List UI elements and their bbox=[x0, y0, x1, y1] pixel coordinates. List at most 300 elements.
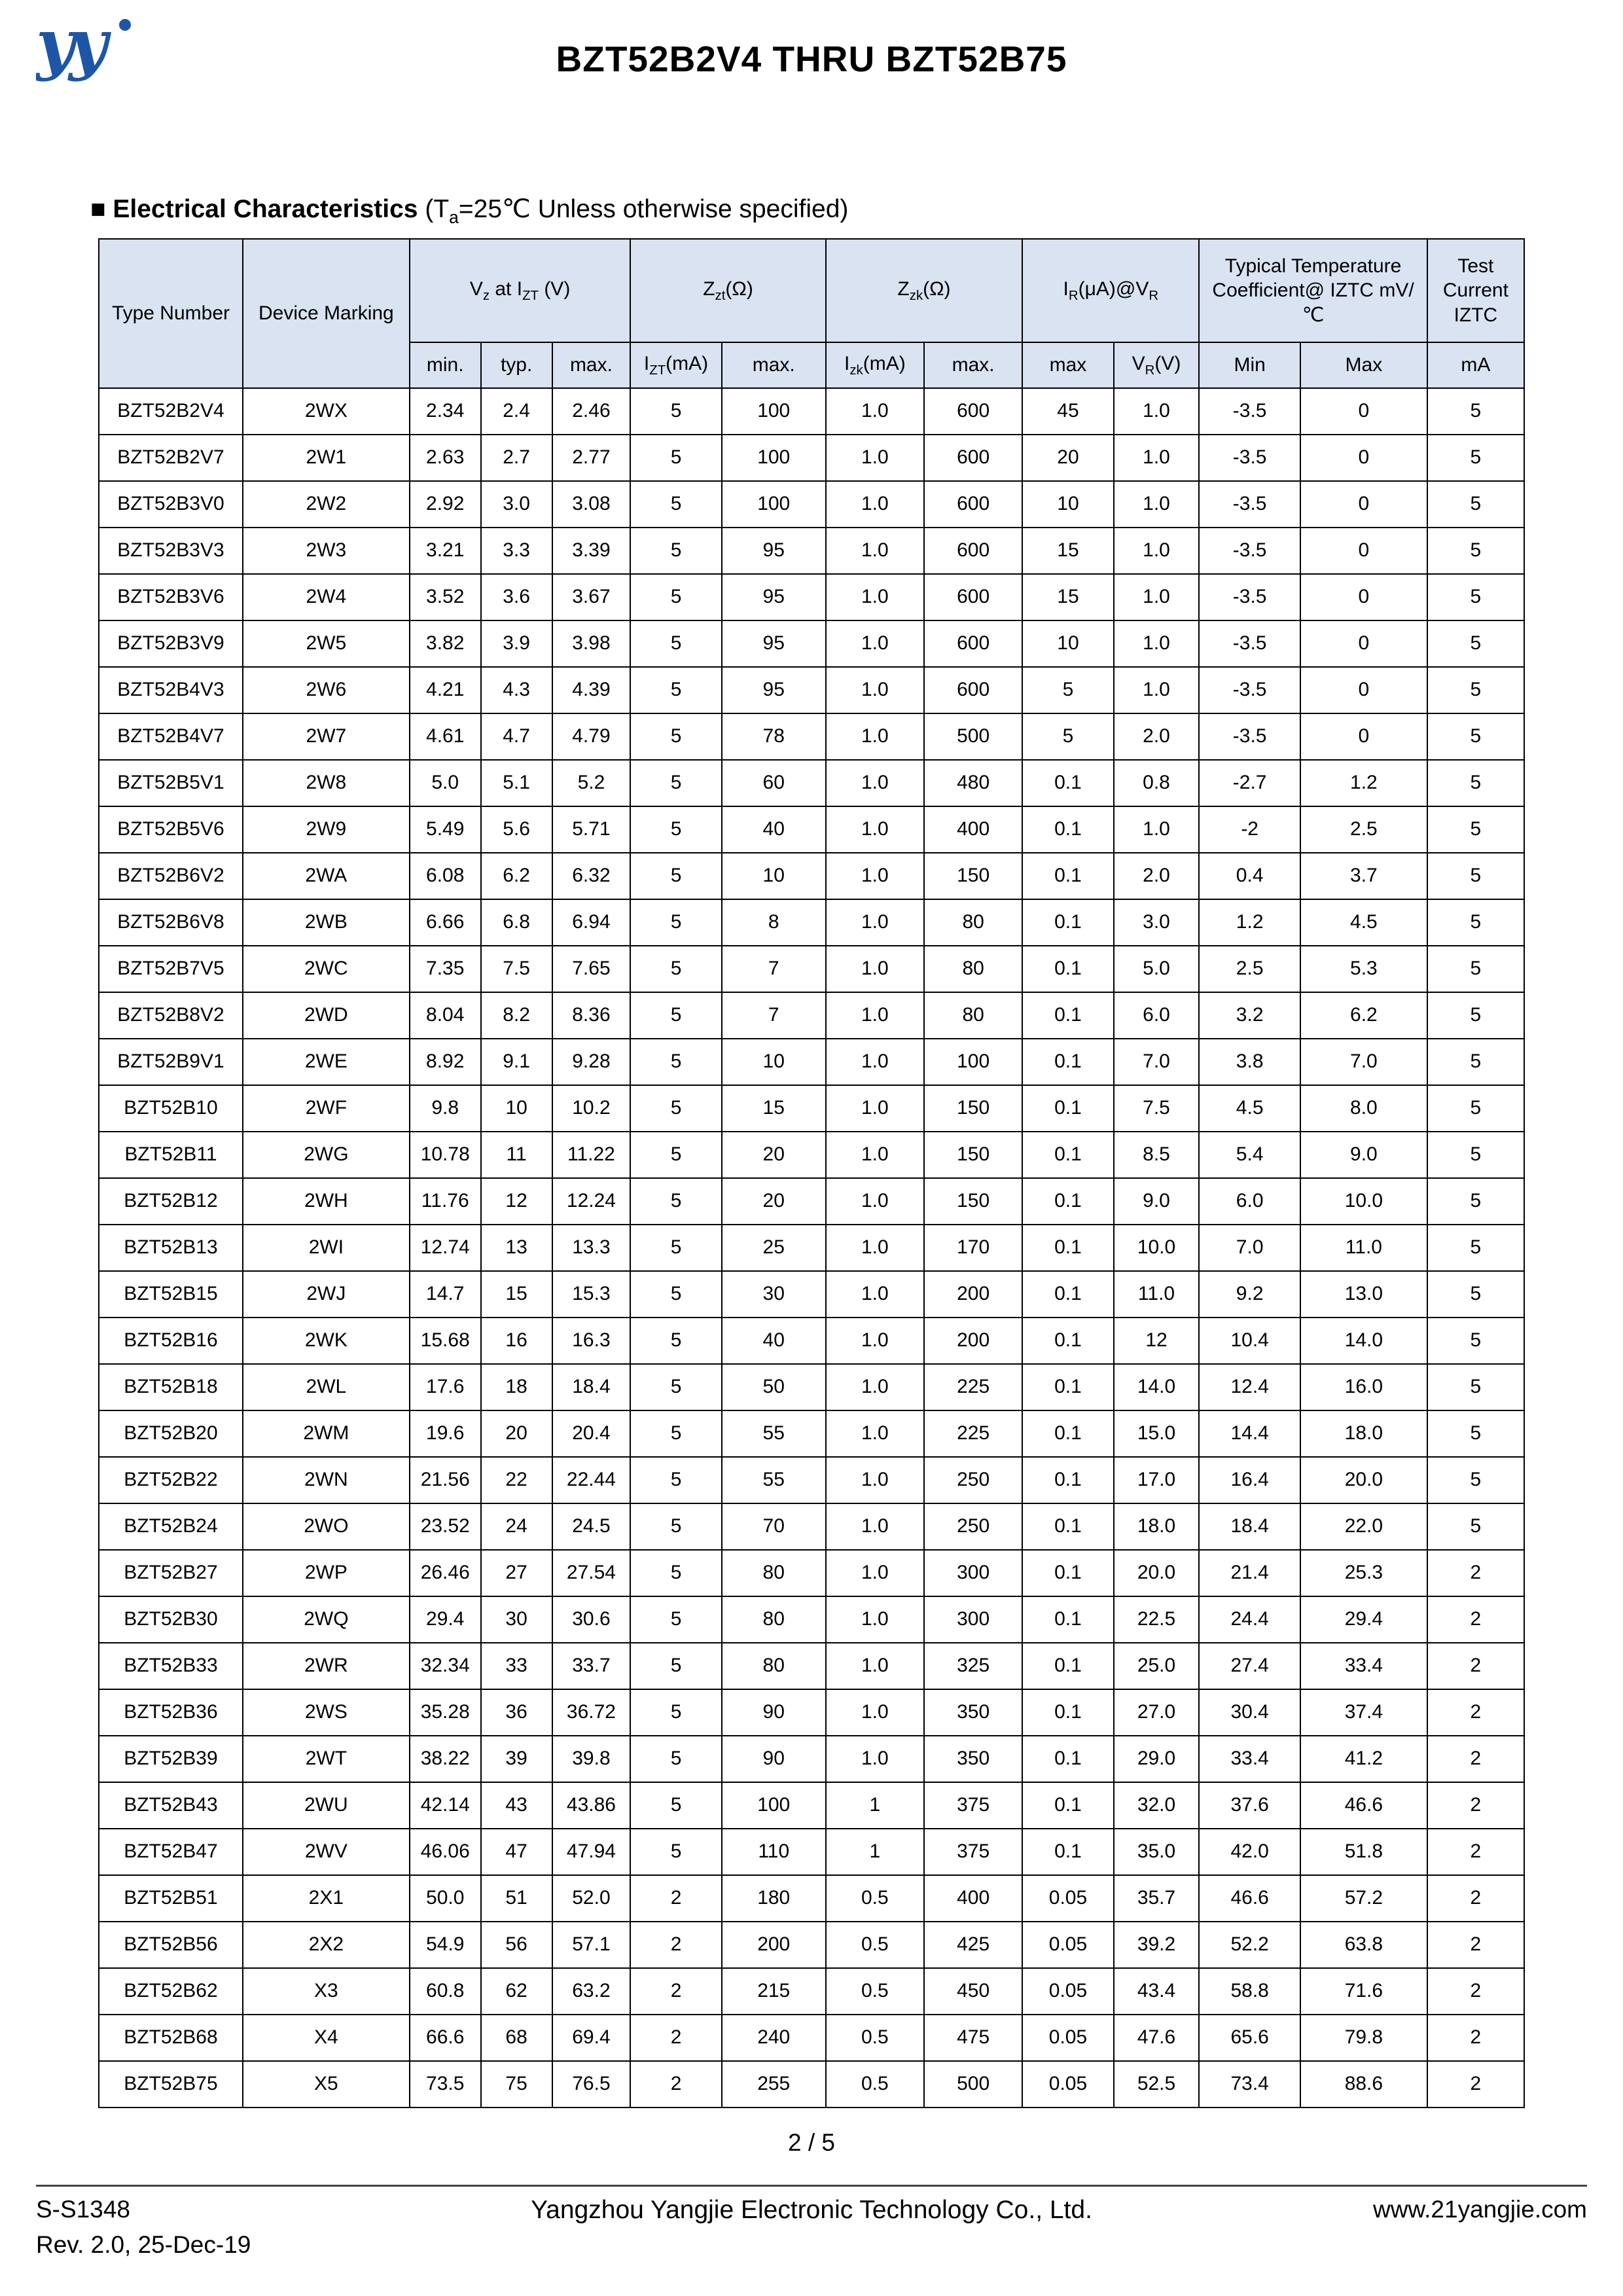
table-row bbox=[99, 1318, 1524, 1364]
value-cell: 4.61 bbox=[410, 713, 481, 760]
value-cell: 5.0 bbox=[1114, 946, 1200, 992]
type-number-cell: BZT52B5V6 bbox=[99, 806, 243, 853]
value-cell: 80 bbox=[924, 899, 1022, 946]
value-cell: 63.2 bbox=[552, 1968, 631, 2015]
value-cell: 170 bbox=[924, 1225, 1022, 1271]
device-marking-cell: 2W9 bbox=[243, 806, 410, 853]
value-cell: 5 bbox=[1427, 435, 1524, 481]
value-cell: 5 bbox=[1427, 1132, 1524, 1178]
value-cell: 100 bbox=[722, 388, 826, 435]
value-cell: 80 bbox=[722, 1643, 826, 1689]
table-row bbox=[99, 1596, 1524, 1643]
value-cell: 475 bbox=[924, 2015, 1022, 2061]
value-cell: 29.4 bbox=[410, 1596, 481, 1643]
value-cell: 70 bbox=[722, 1503, 826, 1550]
type-number-cell: BZT52B24 bbox=[99, 1503, 243, 1550]
value-cell: 300 bbox=[924, 1596, 1022, 1643]
device-marking-cell: 2W4 bbox=[243, 574, 410, 620]
value-cell: 11 bbox=[481, 1132, 552, 1178]
value-cell: 0.1 bbox=[1022, 1782, 1113, 1829]
value-cell: 24.4 bbox=[1199, 1596, 1300, 1643]
value-cell: 12.4 bbox=[1199, 1364, 1300, 1410]
value-cell: 5 bbox=[1427, 946, 1524, 992]
value-cell: 0.1 bbox=[1022, 899, 1113, 946]
value-cell: 5 bbox=[1427, 1503, 1524, 1550]
value-cell: 20 bbox=[722, 1178, 826, 1225]
value-cell: 2 bbox=[1427, 1922, 1524, 1968]
value-cell: 3.9 bbox=[481, 620, 552, 667]
value-cell: 1.0 bbox=[826, 667, 924, 713]
value-cell: 90 bbox=[722, 1689, 826, 1736]
company-name: Yangzhou Yangjie Electronic Technology Co., Ltd. bbox=[531, 2196, 1092, 2224]
value-cell: 3.0 bbox=[481, 481, 552, 528]
value-cell: 2 bbox=[1427, 1782, 1524, 1829]
value-cell: 39 bbox=[481, 1736, 552, 1782]
table-row bbox=[99, 899, 1524, 946]
value-cell: 5 bbox=[1427, 992, 1524, 1039]
value-cell: 400 bbox=[924, 1875, 1022, 1922]
value-cell: 7.35 bbox=[410, 946, 481, 992]
value-cell: 100 bbox=[722, 1782, 826, 1829]
value-cell: 1.0 bbox=[826, 1596, 924, 1643]
device-marking-cell: 2WF bbox=[243, 1085, 410, 1132]
value-cell: 6.8 bbox=[481, 899, 552, 946]
value-cell: 25 bbox=[722, 1225, 826, 1271]
value-cell: 0.1 bbox=[1022, 1410, 1113, 1457]
value-cell: 32.34 bbox=[410, 1643, 481, 1689]
value-cell: 2 bbox=[1427, 1596, 1524, 1643]
value-cell: 47.6 bbox=[1114, 2015, 1200, 2061]
doc-code: S-S1348 bbox=[36, 2196, 130, 2223]
value-cell: 0.05 bbox=[1022, 2015, 1113, 2061]
value-cell: 10 bbox=[722, 1039, 826, 1085]
value-cell: 36 bbox=[481, 1689, 552, 1736]
value-cell: 55 bbox=[722, 1457, 826, 1503]
value-cell: 5 bbox=[630, 1132, 721, 1178]
type-number-cell: BZT52B33 bbox=[99, 1643, 243, 1689]
value-cell: 15 bbox=[1022, 528, 1113, 574]
value-cell: 5 bbox=[630, 481, 721, 528]
value-cell: 14.0 bbox=[1114, 1364, 1200, 1410]
value-cell: 2 bbox=[1427, 1643, 1524, 1689]
device-marking-cell: 2WQ bbox=[243, 1596, 410, 1643]
value-cell: 2.4 bbox=[481, 388, 552, 435]
value-cell: 1.0 bbox=[1114, 528, 1200, 574]
value-cell: 1.0 bbox=[826, 806, 924, 853]
value-cell: 1.0 bbox=[826, 992, 924, 1039]
table-row bbox=[99, 620, 1524, 667]
table-row bbox=[99, 1132, 1524, 1178]
value-cell: 3.2 bbox=[1199, 992, 1300, 1039]
value-cell: 5.71 bbox=[552, 806, 631, 853]
subcol-izk: $I_{zk}(mA)$ bbox=[826, 342, 924, 388]
value-cell: 95 bbox=[722, 528, 826, 574]
device-marking-cell: 2W5 bbox=[243, 620, 410, 667]
value-cell: 0 bbox=[1300, 528, 1427, 574]
value-cell: 600 bbox=[924, 574, 1022, 620]
type-number-cell: BZT52B12 bbox=[99, 1178, 243, 1225]
value-cell: 100 bbox=[924, 1039, 1022, 1085]
value-cell: 0.1 bbox=[1022, 1039, 1113, 1085]
value-cell: 9.0 bbox=[1114, 1178, 1200, 1225]
value-cell: 6.2 bbox=[481, 853, 552, 899]
value-cell: 6.32 bbox=[552, 853, 631, 899]
value-cell: 500 bbox=[924, 713, 1022, 760]
table-row bbox=[99, 1736, 1524, 1782]
subcol-coef-max: Max bbox=[1300, 342, 1427, 388]
value-cell: 18.0 bbox=[1300, 1410, 1427, 1457]
value-cell: 5 bbox=[1427, 806, 1524, 853]
value-cell: 10.0 bbox=[1300, 1178, 1427, 1225]
value-cell: 15 bbox=[1022, 574, 1113, 620]
value-cell: 22.5 bbox=[1114, 1596, 1200, 1643]
value-cell: 150 bbox=[924, 1178, 1022, 1225]
value-cell: 0 bbox=[1300, 574, 1427, 620]
yangjie-logo bbox=[36, 12, 144, 92]
table-row bbox=[99, 760, 1524, 806]
subcol-vr: $V_R(V)$ bbox=[1114, 342, 1200, 388]
table-row bbox=[99, 1085, 1524, 1132]
value-cell: 1.0 bbox=[826, 1085, 924, 1132]
value-cell: 3.21 bbox=[410, 528, 481, 574]
table-row bbox=[99, 1364, 1524, 1410]
col-header-test-current: Test Current IZTC bbox=[1427, 239, 1524, 342]
type-number-cell: BZT52B3V3 bbox=[99, 528, 243, 574]
value-cell: 79.8 bbox=[1300, 2015, 1427, 2061]
value-cell: 375 bbox=[924, 1782, 1022, 1829]
type-number-cell: BZT52B16 bbox=[99, 1318, 243, 1364]
type-number-cell: BZT52B68 bbox=[99, 2015, 243, 2061]
table-row bbox=[99, 2015, 1524, 2061]
value-cell: 0.1 bbox=[1022, 1178, 1113, 1225]
value-cell: 600 bbox=[924, 667, 1022, 713]
value-cell: 5 bbox=[1427, 574, 1524, 620]
value-cell: 8.2 bbox=[481, 992, 552, 1039]
value-cell: 20 bbox=[722, 1132, 826, 1178]
value-cell: 71.6 bbox=[1300, 1968, 1427, 2015]
value-cell: 5.1 bbox=[481, 760, 552, 806]
value-cell: 5 bbox=[1427, 528, 1524, 574]
value-cell: 5 bbox=[630, 1596, 721, 1643]
table-row bbox=[99, 713, 1524, 760]
value-cell: 20.0 bbox=[1114, 1550, 1200, 1596]
value-cell: 1.0 bbox=[826, 435, 924, 481]
value-cell: 500 bbox=[924, 2061, 1022, 2108]
value-cell: 41.2 bbox=[1300, 1736, 1427, 1782]
value-cell: 1.0 bbox=[826, 1271, 924, 1318]
value-cell: 45 bbox=[1022, 388, 1113, 435]
device-marking-cell: 2WD bbox=[243, 992, 410, 1039]
device-marking-cell: 2WP bbox=[243, 1550, 410, 1596]
value-cell: 7.0 bbox=[1199, 1225, 1300, 1271]
value-cell: 2 bbox=[630, 2061, 721, 2108]
col-header-ir: $I_R(\mu A)@V_R$ bbox=[1022, 239, 1199, 342]
table-row bbox=[99, 1271, 1524, 1318]
value-cell: 5 bbox=[630, 1829, 721, 1875]
value-cell: 5 bbox=[630, 853, 721, 899]
value-cell: 13.3 bbox=[552, 1225, 631, 1271]
value-cell: 5 bbox=[1427, 899, 1524, 946]
value-cell: 450 bbox=[924, 1968, 1022, 2015]
value-cell: 0 bbox=[1300, 481, 1427, 528]
value-cell: 0.1 bbox=[1022, 1132, 1113, 1178]
value-cell: 1.0 bbox=[1114, 806, 1200, 853]
value-cell: 50 bbox=[722, 1364, 826, 1410]
type-number-cell: BZT52B18 bbox=[99, 1364, 243, 1410]
value-cell: 2 bbox=[630, 1922, 721, 1968]
value-cell: 5 bbox=[1427, 1225, 1524, 1271]
type-number-cell: BZT52B5V1 bbox=[99, 760, 243, 806]
device-marking-cell: 2WK bbox=[243, 1318, 410, 1364]
value-cell: 9.2 bbox=[1199, 1271, 1300, 1318]
value-cell: 43.4 bbox=[1114, 1968, 1200, 2015]
value-cell: 480 bbox=[924, 760, 1022, 806]
value-cell: 54.9 bbox=[410, 1922, 481, 1968]
value-cell: 18.4 bbox=[552, 1364, 631, 1410]
device-marking-cell: 2WJ bbox=[243, 1271, 410, 1318]
value-cell: 1.0 bbox=[1114, 388, 1200, 435]
value-cell: 2 bbox=[1427, 1829, 1524, 1875]
value-cell: 2.63 bbox=[410, 435, 481, 481]
type-number-cell: BZT52B27 bbox=[99, 1550, 243, 1596]
value-cell: 7.5 bbox=[1114, 1085, 1200, 1132]
value-cell: 375 bbox=[924, 1829, 1022, 1875]
value-cell: 27.0 bbox=[1114, 1689, 1200, 1736]
value-cell: 0.05 bbox=[1022, 1968, 1113, 2015]
value-cell: 4.5 bbox=[1199, 1085, 1300, 1132]
value-cell: 0.5 bbox=[826, 1875, 924, 1922]
table-row bbox=[99, 992, 1524, 1039]
device-marking-cell: 2WG bbox=[243, 1132, 410, 1178]
value-cell: 0.1 bbox=[1022, 1225, 1113, 1271]
value-cell: 250 bbox=[924, 1457, 1022, 1503]
device-marking-cell: 2W1 bbox=[243, 435, 410, 481]
value-cell: 18 bbox=[481, 1364, 552, 1410]
table-row bbox=[99, 1922, 1524, 1968]
value-cell: 15.0 bbox=[1114, 1410, 1200, 1457]
value-cell: 5.0 bbox=[410, 760, 481, 806]
subcol-coef-min: Min bbox=[1199, 342, 1300, 388]
value-cell: 60 bbox=[722, 760, 826, 806]
type-number-cell: BZT52B20 bbox=[99, 1410, 243, 1457]
value-cell: 0.1 bbox=[1022, 946, 1113, 992]
value-cell: -3.5 bbox=[1199, 388, 1300, 435]
value-cell: 15 bbox=[481, 1271, 552, 1318]
value-cell: 5 bbox=[1427, 1085, 1524, 1132]
value-cell: 51.8 bbox=[1300, 1829, 1427, 1875]
value-cell: 3.39 bbox=[552, 528, 631, 574]
value-cell: 46.6 bbox=[1199, 1875, 1300, 1922]
value-cell: 33.4 bbox=[1199, 1736, 1300, 1782]
value-cell: 200 bbox=[924, 1318, 1022, 1364]
value-cell: 30.4 bbox=[1199, 1689, 1300, 1736]
value-cell: 46.6 bbox=[1300, 1782, 1427, 1829]
subcol-izt: $I_{ZT}(mA)$ bbox=[630, 342, 721, 388]
value-cell: 9.1 bbox=[481, 1039, 552, 1085]
type-number-cell: BZT52B3V6 bbox=[99, 574, 243, 620]
value-cell: 90 bbox=[722, 1736, 826, 1782]
value-cell: 600 bbox=[924, 481, 1022, 528]
table-row bbox=[99, 574, 1524, 620]
value-cell: 52.2 bbox=[1199, 1922, 1300, 1968]
value-cell: 215 bbox=[722, 1968, 826, 2015]
value-cell: 1.0 bbox=[826, 1410, 924, 1457]
value-cell: 5 bbox=[630, 1364, 721, 1410]
value-cell: 33 bbox=[481, 1643, 552, 1689]
value-cell: 4.21 bbox=[410, 667, 481, 713]
value-cell: 12.74 bbox=[410, 1225, 481, 1271]
value-cell: 5.4 bbox=[1199, 1132, 1300, 1178]
value-cell: 0.1 bbox=[1022, 1689, 1113, 1736]
value-cell: 5 bbox=[1022, 667, 1113, 713]
value-cell: 0.05 bbox=[1022, 1875, 1113, 1922]
value-cell: 2 bbox=[1427, 2015, 1524, 2061]
value-cell: 0 bbox=[1300, 713, 1427, 760]
subcol-zzt-max: max. bbox=[722, 342, 826, 388]
table-row bbox=[99, 946, 1524, 992]
value-cell: 0.1 bbox=[1022, 1596, 1113, 1643]
value-cell: 0.1 bbox=[1022, 1643, 1113, 1689]
type-number-cell: BZT52B3V0 bbox=[99, 481, 243, 528]
value-cell: 21.56 bbox=[410, 1457, 481, 1503]
value-cell: 1.0 bbox=[826, 1689, 924, 1736]
website-link[interactable]: www.21yangjie.com bbox=[1373, 2196, 1587, 2223]
value-cell: 0.1 bbox=[1022, 806, 1113, 853]
value-cell: 75 bbox=[481, 2061, 552, 2108]
type-number-cell: BZT52B2V7 bbox=[99, 435, 243, 481]
value-cell: 2.46 bbox=[552, 388, 631, 435]
value-cell: 6.94 bbox=[552, 899, 631, 946]
value-cell: -3.5 bbox=[1199, 620, 1300, 667]
value-cell: 4.3 bbox=[481, 667, 552, 713]
value-cell: 4.79 bbox=[552, 713, 631, 760]
value-cell: 3.08 bbox=[552, 481, 631, 528]
value-cell: 5 bbox=[630, 388, 721, 435]
value-cell: 12 bbox=[481, 1178, 552, 1225]
table-row bbox=[99, 1225, 1524, 1271]
value-cell: 24 bbox=[481, 1503, 552, 1550]
type-number-cell: BZT52B4V3 bbox=[99, 667, 243, 713]
value-cell: 2.5 bbox=[1199, 946, 1300, 992]
value-cell: 225 bbox=[924, 1364, 1022, 1410]
value-cell: 14.4 bbox=[1199, 1410, 1300, 1457]
value-cell: 24.5 bbox=[552, 1503, 631, 1550]
device-marking-cell: 2WV bbox=[243, 1829, 410, 1875]
value-cell: 255 bbox=[722, 2061, 826, 2108]
value-cell: 17.6 bbox=[410, 1364, 481, 1410]
value-cell: 600 bbox=[924, 388, 1022, 435]
value-cell: 16.3 bbox=[552, 1318, 631, 1364]
value-cell: 5 bbox=[630, 1689, 721, 1736]
value-cell: 56 bbox=[481, 1922, 552, 1968]
page-title: BZT52B2V4 THRU BZT52B75 bbox=[556, 39, 1067, 79]
device-marking-cell: 2WA bbox=[243, 853, 410, 899]
value-cell: 57.1 bbox=[552, 1922, 631, 1968]
value-cell: 30.6 bbox=[552, 1596, 631, 1643]
value-cell: 73.4 bbox=[1199, 2061, 1300, 2108]
table-row bbox=[99, 1550, 1524, 1596]
device-marking-cell: 2WN bbox=[243, 1457, 410, 1503]
value-cell: 4.7 bbox=[481, 713, 552, 760]
value-cell: 6.66 bbox=[410, 899, 481, 946]
type-number-cell: BZT52B22 bbox=[99, 1457, 243, 1503]
value-cell: 14.0 bbox=[1300, 1318, 1427, 1364]
type-number-cell: BZT52B4V7 bbox=[99, 713, 243, 760]
value-cell: 76.5 bbox=[552, 2061, 631, 2108]
value-cell: 78 bbox=[722, 713, 826, 760]
value-cell: 40 bbox=[722, 806, 826, 853]
type-number-cell: BZT52B6V8 bbox=[99, 899, 243, 946]
subcol-iztc-ma: mA bbox=[1427, 342, 1524, 388]
value-cell: 5 bbox=[630, 1271, 721, 1318]
type-number-cell: BZT52B62 bbox=[99, 1968, 243, 2015]
table-row bbox=[99, 1689, 1524, 1736]
value-cell: 16.0 bbox=[1300, 1364, 1427, 1410]
device-marking-cell: 2W6 bbox=[243, 667, 410, 713]
value-cell: 5 bbox=[630, 806, 721, 853]
value-cell: 7.0 bbox=[1300, 1039, 1427, 1085]
type-number-cell: BZT52B11 bbox=[99, 1132, 243, 1178]
value-cell: 5 bbox=[630, 1178, 721, 1225]
table-row bbox=[99, 1039, 1524, 1085]
value-cell: -3.5 bbox=[1199, 667, 1300, 713]
value-cell: 2 bbox=[1427, 1550, 1524, 1596]
value-cell: 25.0 bbox=[1114, 1643, 1200, 1689]
value-cell: -2.7 bbox=[1199, 760, 1300, 806]
value-cell: 1.0 bbox=[826, 1364, 924, 1410]
value-cell: 8.36 bbox=[552, 992, 631, 1039]
value-cell: 1.2 bbox=[1300, 760, 1427, 806]
table-row bbox=[99, 1410, 1524, 1457]
value-cell: 22 bbox=[481, 1457, 552, 1503]
type-number-cell: BZT52B56 bbox=[99, 1922, 243, 1968]
table-row bbox=[99, 1968, 1524, 2015]
value-cell: 10.4 bbox=[1199, 1318, 1300, 1364]
svg-text:y: y bbox=[36, 12, 75, 83]
value-cell: 0.1 bbox=[1022, 1829, 1113, 1875]
value-cell: 25.3 bbox=[1300, 1550, 1427, 1596]
value-cell: 6.0 bbox=[1114, 992, 1200, 1039]
value-cell: 47.94 bbox=[552, 1829, 631, 1875]
value-cell: 21.4 bbox=[1199, 1550, 1300, 1596]
value-cell: 6.2 bbox=[1300, 992, 1427, 1039]
value-cell: 1.0 bbox=[826, 574, 924, 620]
value-cell: 52.5 bbox=[1114, 2061, 1200, 2108]
value-cell: 2 bbox=[1427, 1689, 1524, 1736]
value-cell: 300 bbox=[924, 1550, 1022, 1596]
value-cell: 600 bbox=[924, 620, 1022, 667]
value-cell: 14.7 bbox=[410, 1271, 481, 1318]
value-cell: 5 bbox=[630, 1085, 721, 1132]
value-cell: 32.0 bbox=[1114, 1782, 1200, 1829]
subcol-vz-max: max. bbox=[552, 342, 631, 388]
value-cell: 0.1 bbox=[1022, 1503, 1113, 1550]
value-cell: 1.2 bbox=[1199, 899, 1300, 946]
value-cell: 2.92 bbox=[410, 481, 481, 528]
col-header-zzt: $Z_{zt}(\Omega)$ bbox=[630, 239, 825, 342]
value-cell: 95 bbox=[722, 574, 826, 620]
value-cell: 23.52 bbox=[410, 1503, 481, 1550]
table-row bbox=[99, 1829, 1524, 1875]
value-cell: 2 bbox=[1427, 1875, 1524, 1922]
page-number: 2 / 5 bbox=[788, 2128, 835, 2156]
value-cell: 5 bbox=[630, 899, 721, 946]
type-number-cell: BZT52B36 bbox=[99, 1689, 243, 1736]
value-cell: 1.0 bbox=[826, 1550, 924, 1596]
value-cell: 5 bbox=[1427, 853, 1524, 899]
table-row bbox=[99, 1178, 1524, 1225]
value-cell: 20 bbox=[1022, 435, 1113, 481]
